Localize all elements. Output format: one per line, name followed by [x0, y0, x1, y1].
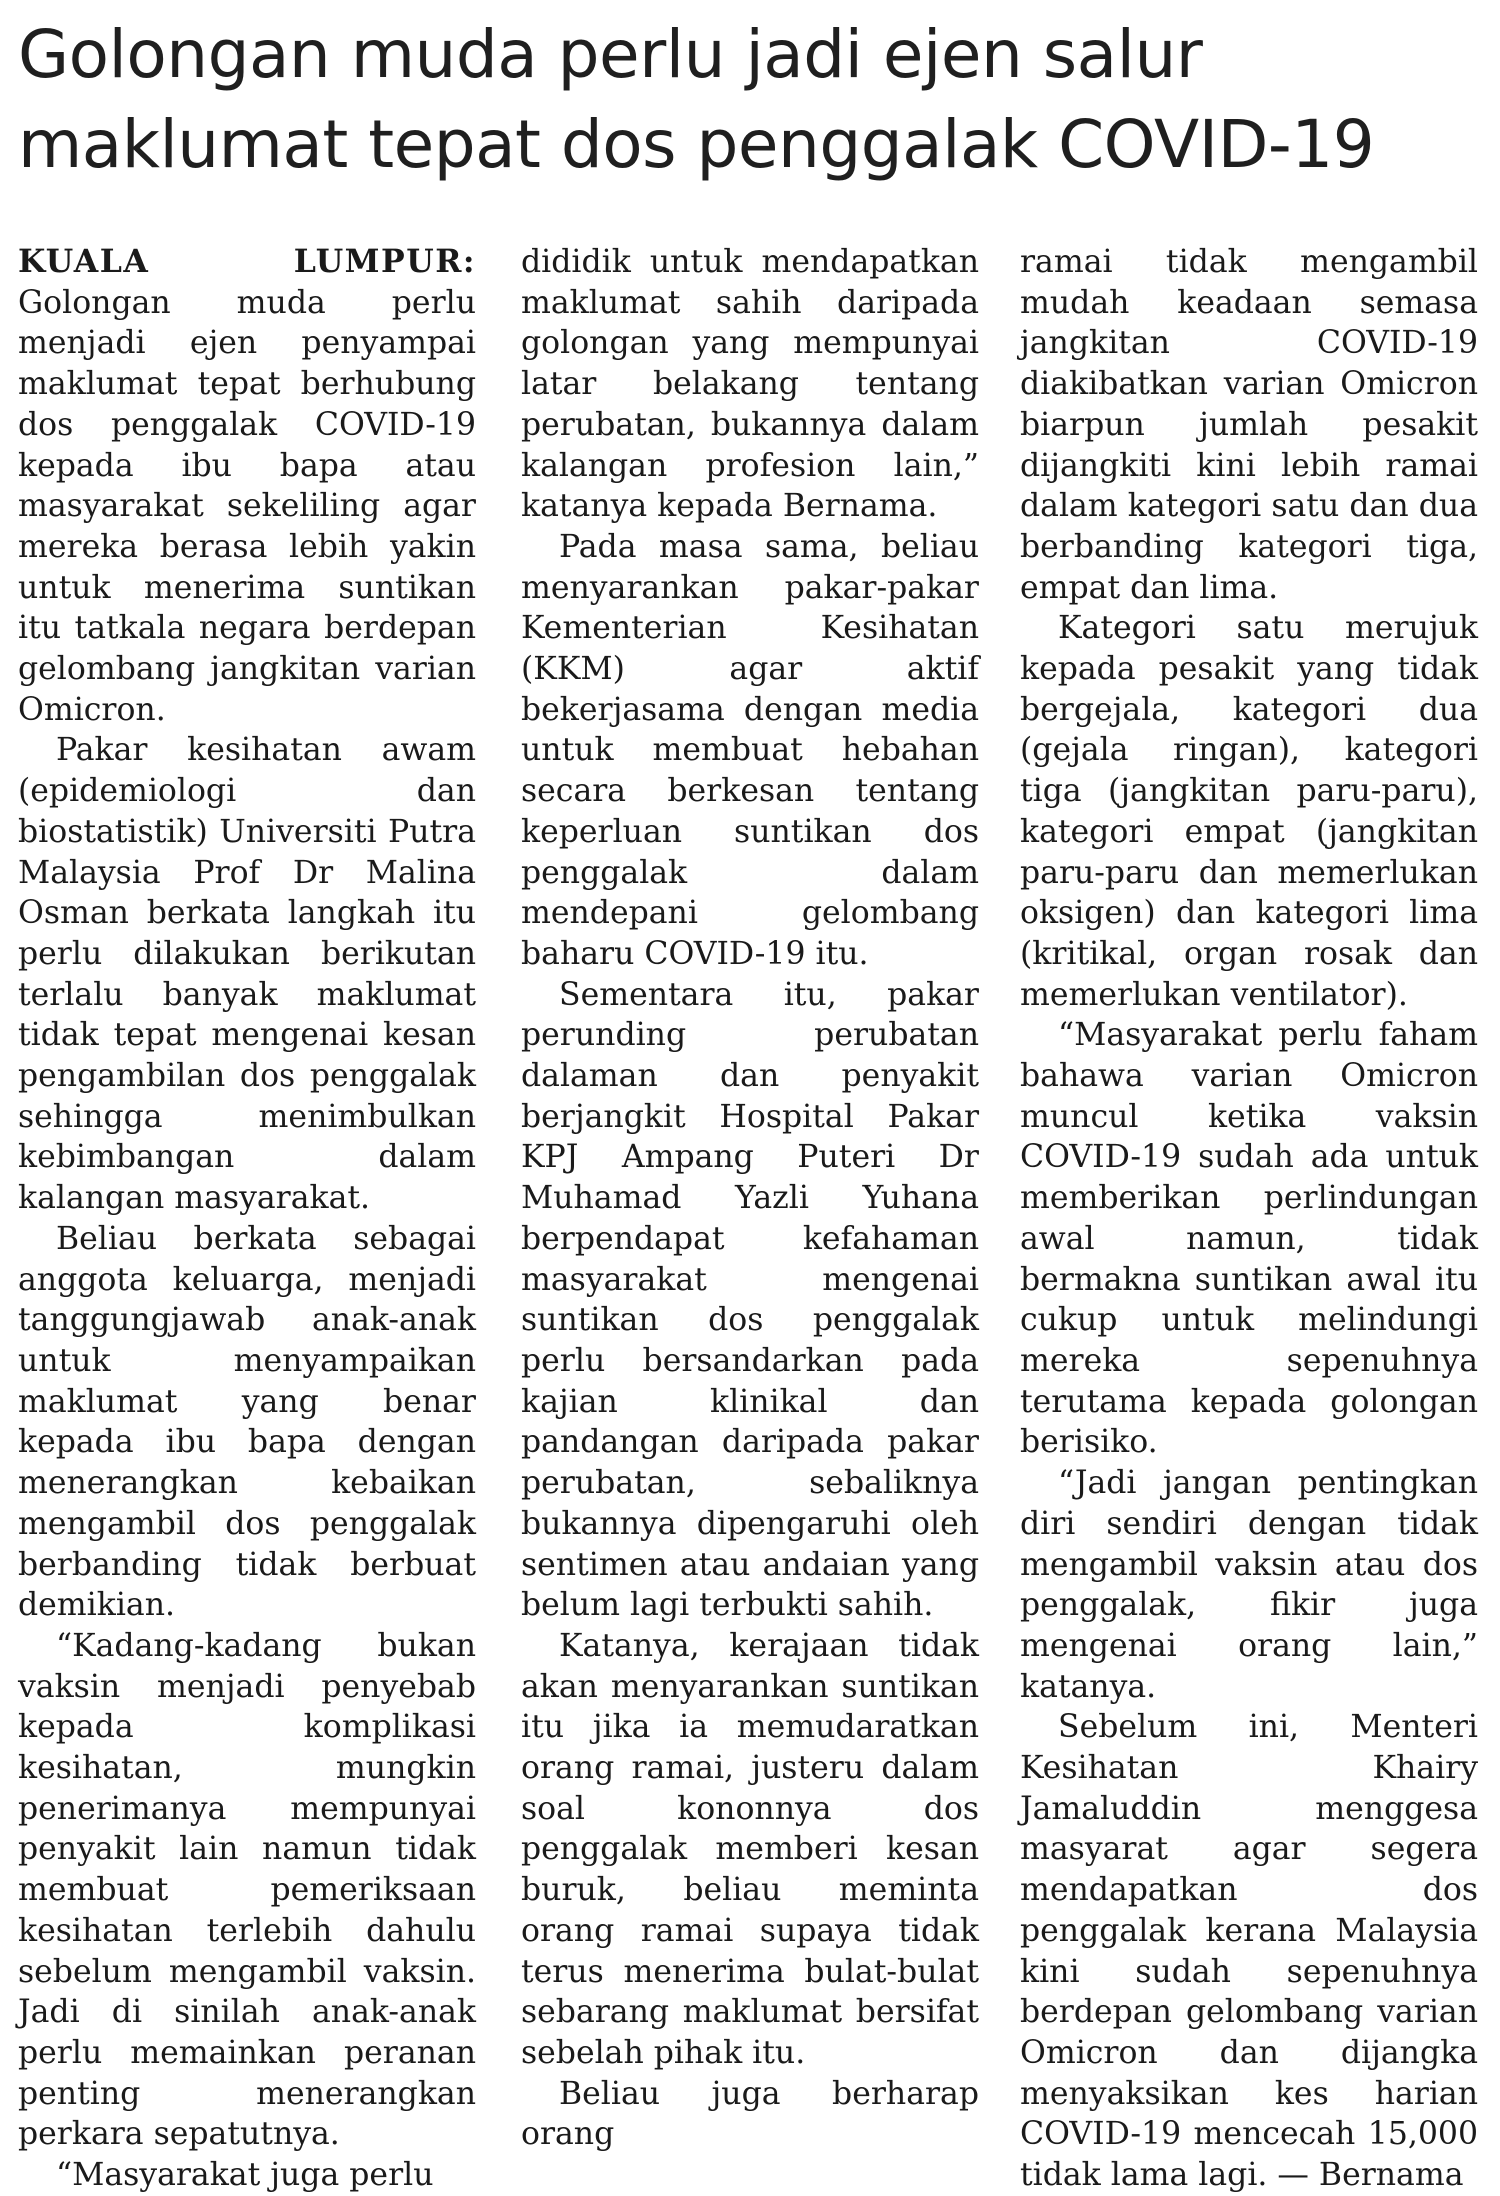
paragraph: “Jadi jangan pentingkan diri sendiri dengan tidak mengambil vaksin atau dos penggalak, fikir juga mengenai orang lain,” katanya. [1020, 1465, 1478, 1705]
paragraph: Sementara itu, pakar perunding perubatan dalaman dan penyakit berjangkit Hospital Pakar KPJ Ampang Puteri Dr Muhamad Yazli Yuhana berpendapat kefahaman masyarakat mengenai suntikan dos penggalak perlu bersandarkan pada kajian klinikal dan pandangan daripada pakar perubatan, sebaliknya bukannya dipengaruhi oleh sentimen atau andaian yang belum lagi terbukti sahih. [521, 976, 979, 1624]
paragraph: Kategori satu merujuk kepada pesakit yang tidak bergejala, kategori dua (gejala ringan), kategori tiga (jangkitan paru-paru), kategori empat (jangkitan paru-paru dan memerlukan oksigen) dan kategori lima (kritikal, organ rosak dan memerlukan ventilator). [1020, 610, 1478, 1013]
article-body [0, 242, 1500, 2194]
paragraph-continued: dididik untuk mendapatkan maklumat sahih daripada golongan yang mempunyai latar belakang tentang perubatan, bukannya dalam kalangan profesion lain,” katanya kepada Bernama. [521, 244, 979, 525]
paragraph: Pada masa sama, beliau menyarankan pakar-pakar Kementerian Kesihatan (KKM) agar aktif bekerjasama dengan media untuk membuat hebahan secara berkesan tentang keperluan suntikan dos penggalak dalam mendepani gelombang baharu COVID-19 itu. [521, 528, 979, 972]
paragraph: “Masyarakat perlu faham bahawa varian Omicron muncul ketika vaksin COVID-19 sudah ada untuk memberikan perlindungan awal namun, tidak bermakna suntikan awal itu cukup untuk melindungi mereka sepenuhnya terutama kepada golongan berisiko. [1020, 1017, 1478, 1461]
paragraph: “Kadang-kadang bukan vaksin menjadi penyebab kepada komplikasi kesihatan, mungkin penerimanya mempunyai penyakit lain namun tidak membuat pemeriksaan kesihatan terlebih dahulu sebelum mengambil vaksin. Jadi di sinilah anak-anak perlu memainkan peranan penting menerangkan perkara sepatutnya. [18, 1627, 476, 2153]
paragraph: Beliau juga berharap orang [521, 2075, 979, 2153]
paragraph [18, 242, 476, 730]
column-3 [1020, 242, 1478, 2196]
column-2 [521, 242, 979, 2155]
paragraph: Sebelum ini, Menteri Kesihatan Khairy Jamaluddin menggesa masyarat agar segera mendapatkan dos penggalak kerana Malaysia kini sudah sepenuhnya berdepan gelombang varian Omicron dan dijangka menyaksikan kes harian COVID-19 mencecah 15,000 tidak lama lagi. — Bernama [1020, 1709, 1478, 2194]
paragraph-continued: ramai tidak mengambil mudah keadaan semasa jangkitan COVID-19 diakibatkan varian Omicron biarpun jumlah pesakit dijangkiti kini lebih ramai dalam kategori satu dan dua berbanding kategori tiga, empat dan lima. [1020, 244, 1478, 606]
column-1 [18, 242, 476, 2196]
dateline: KUALA LUMPUR: [18, 243, 476, 280]
paragraph-text: Golongan muda perlu menjadi ejen penyampai maklumat tepat berhubung dos penggalak COVID-19 kepada ibu bapa atau masyarakat sekeliling agar mereka berasa lebih yakin untuk menerima suntikan itu tatkala negara berdepan gelombang jangkitan varian Omicron. [18, 284, 476, 728]
paragraph: Beliau berkata sebagai anggota keluarga, menjadi tanggungjawab anak-anak untuk menyampaikan maklumat yang benar kepada ibu bapa dengan menerangkan kebaikan mengambil dos penggalak berbanding tidak berbuat demikian. [18, 1220, 476, 1624]
paragraph: Pakar kesihatan awam (epidemiologi dan biostatistik) Universiti Putra Malaysia Prof Dr Malina Osman berkata langkah itu perlu dilakukan berikutan terlalu banyak maklumat tidak tepat mengenai kesan pengambilan dos penggalak sehingga menimbulkan kebimbangan dalam kalangan masyarakat. [18, 732, 476, 1217]
headline: Golongan muda perlu jadi ejen salur maklumat tepat dos penggalak COVID-19 [18, 16, 1375, 183]
paragraph: Katanya, kerajaan tidak akan menyarankan suntikan itu jika ia memudaratkan orang ramai, justeru dalam soal kononnya dos penggalak memberi kesan buruk, beliau meminta orang ramai supaya tidak terus menerima bulat-bulat sebarang maklumat bersifat sebelah pihak itu. [521, 1627, 979, 2071]
paragraph: “Masyarakat juga perlu [56, 2157, 434, 2194]
